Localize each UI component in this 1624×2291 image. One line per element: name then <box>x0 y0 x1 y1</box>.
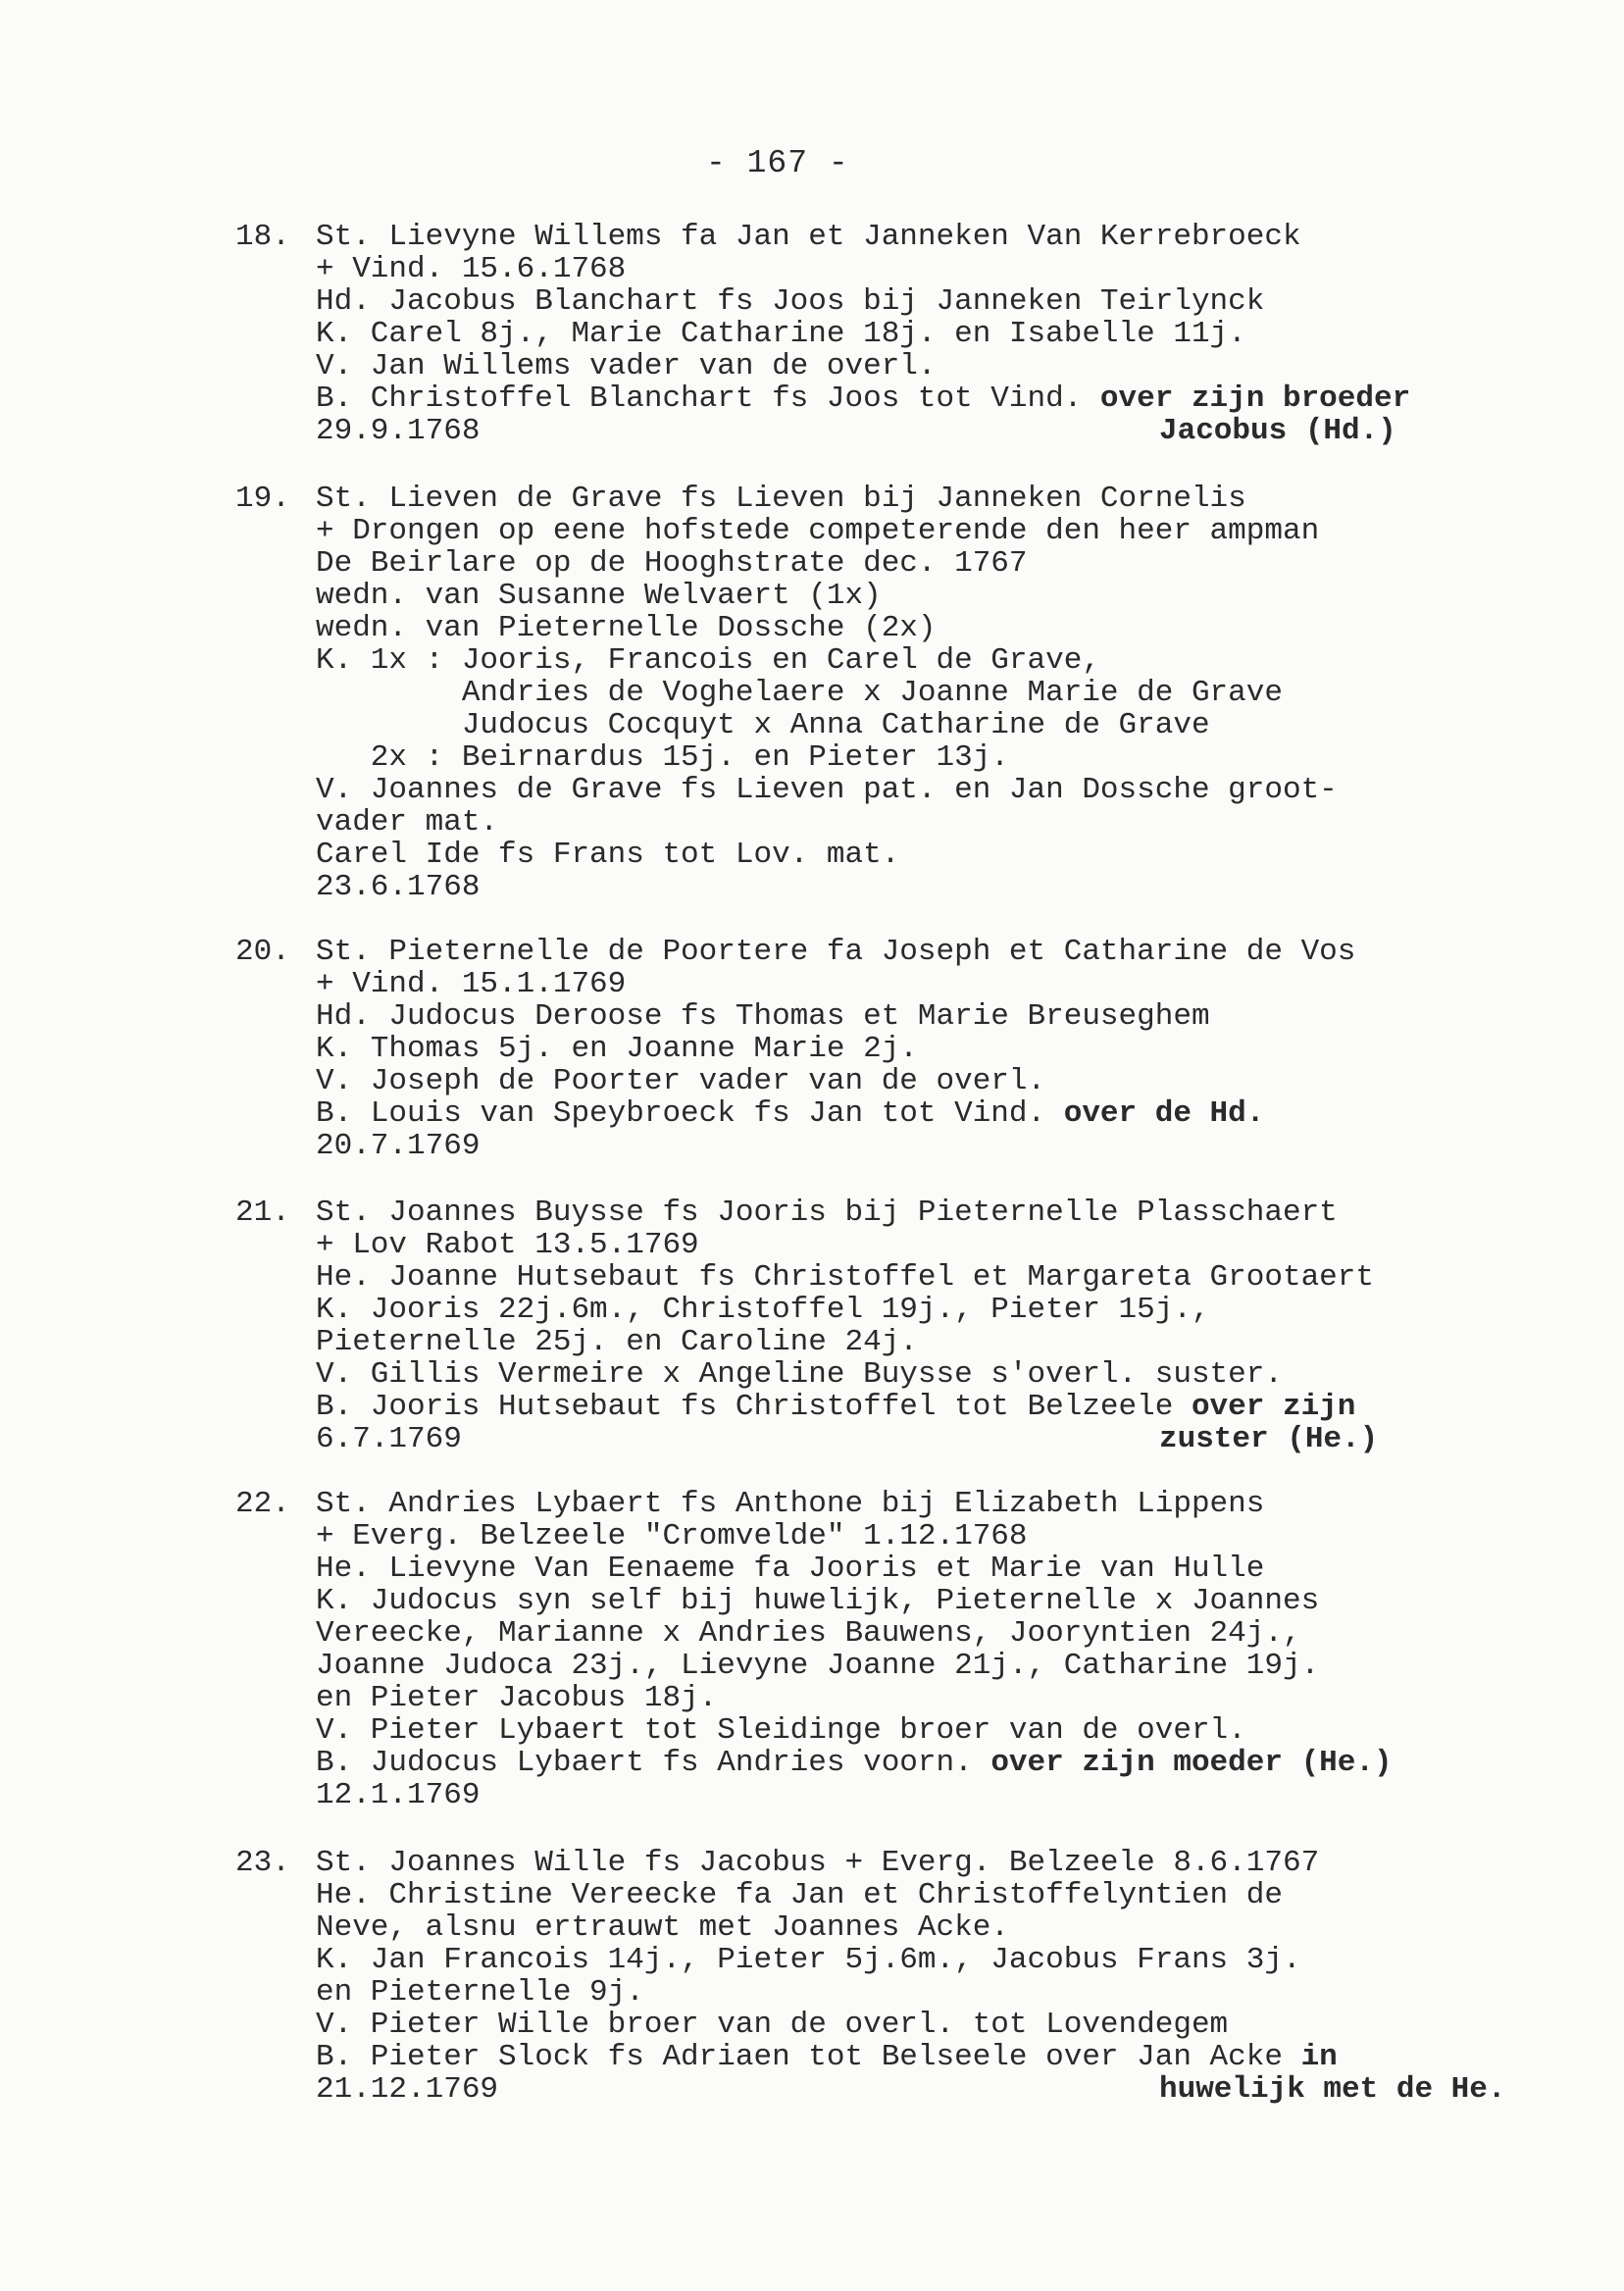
entry-line <box>316 1130 1355 1162</box>
entry-line <box>316 677 1338 709</box>
entry-line <box>316 1229 1374 1261</box>
line-text: St. Joannes Wille fs Jacobus + Everg. Belzeele 8.6.1767 <box>316 1846 1320 1880</box>
entry-line <box>316 1879 1338 1911</box>
line-text: vader mat. <box>316 805 499 840</box>
line-right-text: zuster (He.) <box>1159 1422 1379 1456</box>
entry-lines <box>316 1488 1393 1811</box>
line-text: Hd. Judocus Deroose fs Thomas et Marie Breuseghem <box>316 999 1210 1034</box>
line-text: Judocus Cocquyt x Anna Catharine de Grave <box>316 708 1210 742</box>
line-text: V. Pieter Wille broer van de overl. tot Lovendegem <box>316 2008 1229 2042</box>
entry-line <box>316 1358 1374 1391</box>
entry-line <box>316 1000 1355 1033</box>
entry-line <box>316 318 1410 350</box>
entry-lines <box>316 936 1355 1162</box>
entry-number: 23. <box>235 1846 290 1880</box>
line-text: Andries de Voghelaere x Joanne Marie de Grave <box>316 676 1283 710</box>
entry-line <box>316 741 1338 774</box>
entry-line <box>316 350 1410 382</box>
page-number: - 167 - <box>706 145 849 181</box>
entry-line <box>316 1650 1393 1682</box>
entry-line <box>316 415 1410 447</box>
line-text: He. Joanne Hutsebaut fs Christoffel et Margareta Grootaert <box>316 1260 1374 1295</box>
line-text: He. Lievyne Van Eenaeme fa Jooris et Marie van Hulle <box>316 1552 1265 1586</box>
line-text: B. Christoffel Blanchart fs Joos tot Vind. <box>316 382 1083 416</box>
entry-line <box>316 1261 1374 1294</box>
line-text: wedn. van Susanne Welvaert (1x) <box>316 579 882 613</box>
line-text: en Pieternelle 9j. <box>316 1975 644 2010</box>
entry-line <box>316 1944 1338 1976</box>
line-text: B. Jooris Hutsebaut fs Christoffel tot Belzeele <box>316 1390 1174 1424</box>
line-text: Carel Ide fs Frans tot Lov. mat. <box>316 838 900 872</box>
entry-line <box>316 936 1355 968</box>
line-text: V. Joannes de Grave fs Lieven pat. en Jan Dossche groot- <box>316 773 1338 807</box>
line-right-text: Jacobus (Hd.) <box>1159 414 1396 448</box>
entry-line <box>316 968 1355 1000</box>
entry-line <box>316 1488 1393 1520</box>
line-right-text: huwelijk met de He. <box>1159 2072 1506 2107</box>
line-text: B. Judocus Lybaert fs Andries voorn. <box>316 1746 973 1780</box>
entry-line <box>316 1976 1338 2009</box>
entry-line <box>316 2041 1338 2073</box>
line-text: K. Jooris 22j.6m., Christoffel 19j., Pieter 15j., <box>316 1293 1210 1327</box>
entry-line <box>316 580 1338 612</box>
entry-number: 20. <box>235 935 290 969</box>
line-text: Joanne Judoca 23j., Lievyne Joanne 21j., Catharine 19j. <box>316 1649 1320 1683</box>
line-text: en Pieter Jacobus 18j. <box>316 1681 718 1715</box>
entry-line <box>316 839 1338 871</box>
entry-lines <box>316 483 1338 903</box>
line-text: + Vind. 15.6.1768 <box>316 252 627 286</box>
entry-line <box>316 1422 1379 1456</box>
line-text: V. Jan Willems vader van de overl. <box>316 349 937 383</box>
line-text: 20.7.1769 <box>316 1129 481 1163</box>
entry-line <box>316 644 1338 677</box>
entry-line <box>316 483 1338 515</box>
line-text: St. Lievyne Willems fa Jan et Janneken Van Kerrebroeck <box>316 220 1301 254</box>
line-text: 6.7.1769 <box>316 1422 462 1456</box>
entry-line <box>316 1585 1393 1617</box>
line-text: K. Jan Francois 14j., Pieter 5j.6m., Jacobus Frans 3j. <box>316 1943 1301 1977</box>
entry-line <box>316 1714 1393 1747</box>
line-text: 23.6.1768 <box>316 870 481 904</box>
entry-number: 22. <box>235 1487 290 1521</box>
entry-line <box>316 1847 1338 1879</box>
entry-line <box>316 1747 1393 1779</box>
line-text: K. Thomas 5j. en Joanne Marie 2j. <box>316 1032 918 1066</box>
line-text: 2x : Beirnardus 15j. en Pieter 13j. <box>316 740 1009 775</box>
entry-line <box>316 382 1410 415</box>
entry-line <box>316 1033 1355 1065</box>
entry-line <box>316 221 1410 253</box>
entry-line <box>316 2009 1338 2041</box>
line-text: St. Andries Lybaert fs Anthone bij Elizabeth Lippens <box>316 1487 1265 1521</box>
entry-line <box>316 2072 1506 2107</box>
line-text: K. Judocus syn self bij huwelijk, Pieternelle x Joannes <box>316 1584 1320 1618</box>
line-text: Hd. Jacobus Blanchart fs Joos bij Janneken Teirlynck <box>316 284 1265 319</box>
line-text: B. Pieter Slock fs Adriaen tot Belseele over Jan Acke <box>316 2040 1283 2074</box>
line-text: De Beirlare op de Hooghstrate dec. 1767 <box>316 546 1028 581</box>
entry-line <box>316 612 1338 644</box>
line-text: 29.9.1768 <box>316 414 481 448</box>
line-text: Neve, alsnu ertrauwt met Joannes Acke. <box>316 1910 1009 1945</box>
line-text: V. Pieter Lybaert tot Sleidinge broer van de overl. <box>316 1713 1246 1748</box>
line-text: St. Lieven de Grave fs Lieven bij Janneken Cornelis <box>316 482 1246 516</box>
line-text: 12.1.1769 <box>316 1778 481 1812</box>
line-bold-text: over zijn moeder (He.) <box>972 1746 1393 1780</box>
entry-line <box>316 1779 1393 1811</box>
entry-line <box>316 1553 1393 1585</box>
line-text: Pieternelle 25j. en Caroline 24j. <box>316 1325 918 1359</box>
line-text: + Everg. Belzeele "Cromvelde" 1.12.1768 <box>316 1519 1028 1553</box>
line-text: Vereecke, Marianne x Andries Bauwens, Jooryntien 24j., <box>316 1616 1301 1651</box>
entry-line <box>316 285 1410 318</box>
entry-line <box>316 774 1338 806</box>
entry-line <box>316 1391 1374 1423</box>
entry-line <box>316 1682 1393 1714</box>
line-bold-text: over zijn <box>1173 1390 1356 1424</box>
line-text: B. Louis van Speybroeck fs Jan tot Vind. <box>316 1096 1046 1131</box>
line-bold-text: over de Hd. <box>1045 1096 1265 1131</box>
line-text: St. Pieternelle de Poortere fa Joseph et Catharine de Vos <box>316 935 1356 969</box>
line-text: He. Christine Vereecke fa Jan et Christoffelyntien de <box>316 1878 1283 1912</box>
entry-lines <box>316 1196 1379 1456</box>
entry-line <box>316 806 1338 839</box>
entry-line <box>316 1196 1374 1229</box>
line-text: wedn. van Pieternelle Dossche (2x) <box>316 611 937 645</box>
entry-line <box>316 1911 1338 1944</box>
entry-line <box>316 1617 1393 1650</box>
line-text: + Drongen op eene hofstede competerende den heer ampman <box>316 514 1320 548</box>
line-text: 21.12.1769 <box>316 2072 499 2107</box>
line-text: V. Joseph de Poorter vader van de overl. <box>316 1064 1046 1098</box>
line-text: St. Joannes Buysse fs Jooris bij Pieternelle Plasschaert <box>316 1196 1338 1230</box>
entry-number: 19. <box>235 482 290 516</box>
line-text: V. Gillis Vermeire x Angeline Buysse s'overl. suster. <box>316 1357 1283 1392</box>
entry-line <box>316 1065 1355 1097</box>
entry-line <box>316 709 1338 741</box>
entry-number: 18. <box>235 220 290 254</box>
entry-line <box>316 1097 1355 1130</box>
line-text: + Vind. 15.1.1769 <box>316 967 627 1001</box>
entry-line <box>316 871 1338 903</box>
line-text: K. 1x : Jooris, Francois en Carel de Grave, <box>316 643 1100 678</box>
entry-line <box>316 515 1338 547</box>
line-text: K. Carel 8j., Marie Catharine 18j. en Isabelle 11j. <box>316 317 1246 351</box>
entry-lines <box>316 221 1410 447</box>
line-bold-text: over zijn broeder <box>1082 382 1411 416</box>
line-text: + Lov Rabot 13.5.1769 <box>316 1228 699 1262</box>
entry-line <box>316 547 1338 580</box>
entry-line <box>316 1294 1374 1326</box>
entry-number: 21. <box>235 1196 290 1230</box>
entry-line <box>316 1326 1374 1358</box>
entry-line <box>316 253 1410 285</box>
entry-line <box>316 1520 1393 1553</box>
line-bold-text: in <box>1282 2040 1338 2074</box>
entry-lines <box>316 1846 1506 2107</box>
